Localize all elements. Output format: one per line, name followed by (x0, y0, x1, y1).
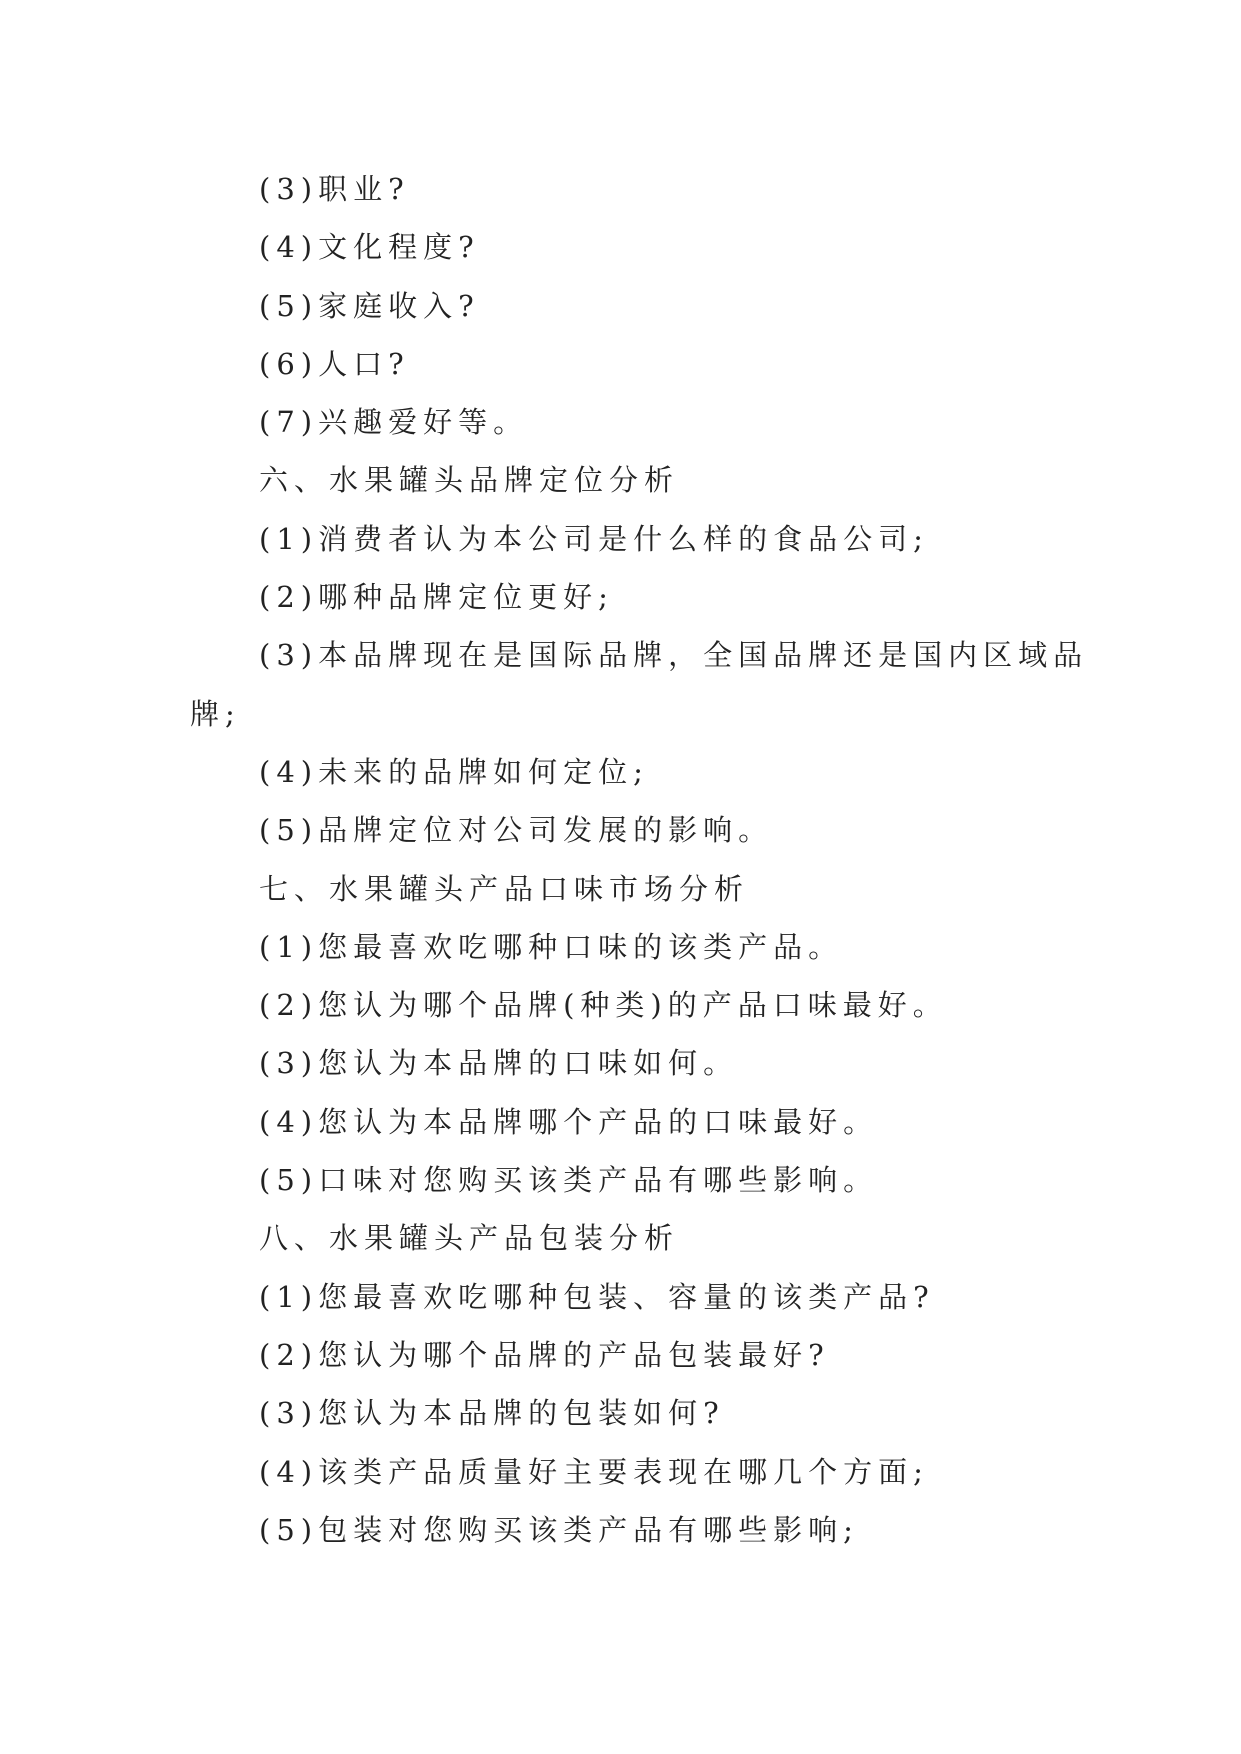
list-item-education: (4)文化程度? (259, 230, 480, 265)
list-item: (1)您最喜欢吃哪种口味的该类产品。 (259, 929, 844, 964)
list-item: (2)您认为哪个品牌的产品包装最好? (259, 1337, 830, 1372)
list-item: (2)哪种品牌定位更好; (259, 580, 614, 615)
list-item-continuation: 牌; (190, 696, 241, 731)
list-item: (1)消费者认为本公司是什么样的食品公司; (259, 521, 929, 556)
list-item: (1)您最喜欢吃哪种包装、容量的该类产品? (259, 1279, 935, 1314)
section-heading-taste-analysis: 七、水果罐头产品口味市场分析 (259, 871, 750, 906)
list-item: (4)未来的品牌如何定位; (259, 754, 649, 789)
list-item: (2)您认为哪个品牌(种类)的产品口味最好。 (259, 988, 948, 1023)
list-item: (4)您认为本品牌哪个产品的口味最好。 (259, 1104, 879, 1139)
section-heading-brand-positioning: 六、水果罐头品牌定位分析 (259, 463, 680, 498)
list-item-occupation: (3)职业? (259, 172, 410, 206)
list-item-population: (6)人口? (259, 346, 410, 381)
list-item: (4)该类产品质量好主要表现在哪几个方面; (259, 1454, 929, 1489)
list-item: (5)口味对您购买该类产品有哪些影响。 (259, 1163, 879, 1198)
list-item: (5)品牌定位对公司发展的影响。 (259, 813, 774, 848)
document-body (190, 160, 1089, 1559)
list-item-income: (5)家庭收入? (259, 288, 480, 323)
list-item: (3)您认为本品牌的口味如何。 (259, 1046, 739, 1081)
list-item: (3)本品牌现在是国际品牌，全国品牌还是国内区域品 (259, 638, 1089, 673)
list-item-hobbies: (7)兴趣爱好等。 (259, 405, 529, 440)
list-item: (5)包装对您购买该类产品有哪些影响; (259, 1512, 859, 1547)
list-item: (3)您认为本品牌的包装如何? (259, 1396, 725, 1431)
section-heading-packaging-analysis: 八、水果罐头产品包装分析 (259, 1221, 680, 1256)
